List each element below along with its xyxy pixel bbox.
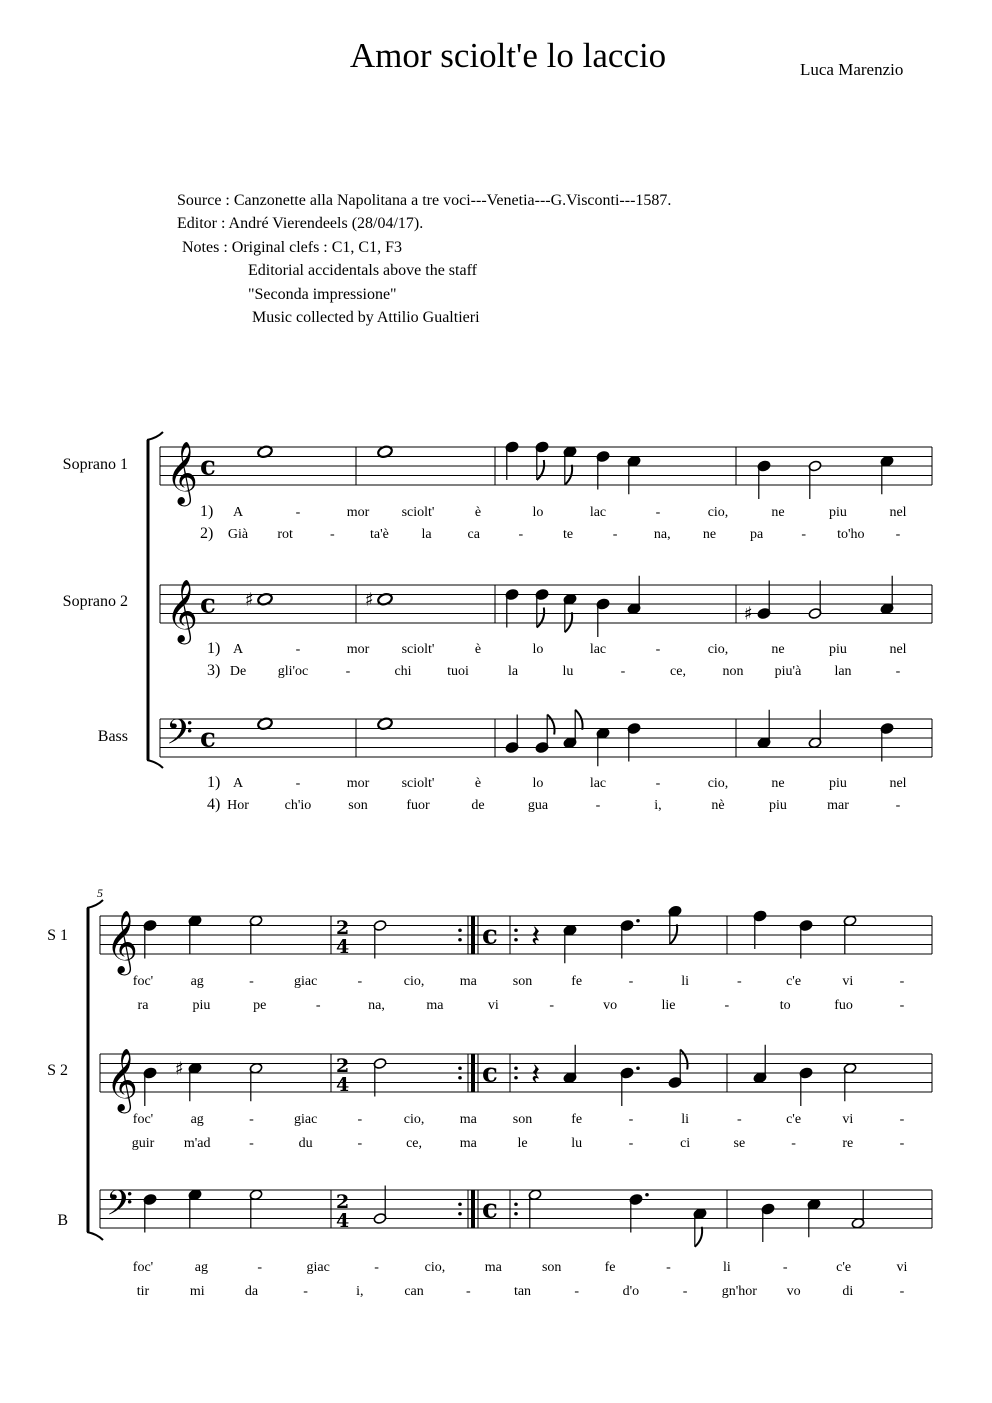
lyric-syllable: - (249, 1112, 254, 1127)
lyric-syllable: nel (889, 776, 907, 791)
lyric-syllable: - (595, 798, 601, 813)
time-signature-numerator: 2 (336, 1055, 350, 1077)
repeat-dot (458, 928, 462, 932)
lyric-syllable: - (899, 1136, 905, 1151)
lyric-syllable: De (229, 664, 247, 679)
lyric-syllable: foc' (132, 1260, 154, 1275)
lyric-syllable: cio, (707, 505, 729, 520)
lyric-syllable: lu (562, 664, 574, 679)
lyric-syllable: ma (459, 1112, 477, 1127)
lyric-syllable: ne (771, 776, 785, 791)
thick-barline (471, 916, 475, 954)
lyric-syllable: sciolt' (401, 505, 435, 520)
lyric-syllable: lac (589, 776, 607, 791)
lyric-syllable: - (249, 1136, 254, 1151)
lyric-syllable: mor (346, 505, 370, 520)
lyric-syllable: - (249, 974, 254, 989)
source-line: Source : Canzonette alla Napolitana a tre voci---Venetia---G.Visconti---1587. (177, 192, 672, 209)
lyric-syllable: - (345, 664, 351, 679)
note-flag (670, 924, 677, 944)
sharp-accidental: ♯ (175, 1058, 184, 1080)
lyric-syllable: c'e (786, 974, 802, 989)
lyric-syllable: piu'à (774, 664, 802, 679)
lyric-syllable: pa (749, 527, 764, 542)
repeat-dot (458, 1076, 462, 1080)
lyric-syllable: foc' (132, 974, 154, 989)
lyric-syllable: - (574, 1284, 580, 1299)
lyric-syllable: - (899, 1112, 905, 1127)
time-signature: c (482, 1194, 498, 1225)
lyric-syllable: gua (527, 798, 549, 813)
bracket-hook (147, 760, 163, 768)
lyric-syllable: A (232, 505, 244, 520)
lyric-syllable: du (298, 1136, 313, 1151)
lyric-syllable: ch'io (284, 798, 312, 813)
lyric-syllable: - (295, 642, 301, 657)
lyric-syllable: fuo (834, 998, 853, 1013)
repeat-dot (514, 938, 518, 942)
lyric-syllable: son (348, 798, 368, 813)
lyric-syllable: - (682, 1284, 688, 1299)
lyric-syllable: A (232, 776, 244, 791)
note-flag (565, 465, 572, 485)
treble-clef: 𝄞 (166, 579, 198, 642)
lyric-syllable: li (722, 1260, 731, 1275)
lyric-syllable: tir (136, 1284, 150, 1299)
lyric-syllable: - (628, 1136, 634, 1151)
lyric-syllable: sciolt' (401, 642, 435, 657)
lyric-syllable: te (562, 527, 574, 542)
lyric-syllable: piu (192, 998, 211, 1013)
lyric-syllable: ma (426, 998, 444, 1013)
sharp-accidental: ♯ (365, 589, 374, 611)
lyric-syllable: lan (834, 664, 852, 679)
lyric-syllable: cio, (424, 1260, 446, 1275)
lyric-syllable: ne (771, 642, 785, 657)
repeat-dot (458, 1212, 462, 1216)
lyric-syllable: de (471, 798, 485, 813)
thick-barline (471, 1190, 475, 1228)
lyric-syllable: fuor (406, 798, 430, 813)
lyric-syllable: - (357, 974, 363, 989)
lyric-syllable: ag (190, 1112, 204, 1127)
lyric-syllable: giac (293, 974, 318, 989)
repeat-dot (514, 1202, 518, 1206)
lyric-syllable: to (779, 998, 791, 1013)
lyric-syllable: - (303, 1284, 308, 1299)
bracket-hook (147, 432, 163, 440)
part-abbrev-s2: S 2 (47, 1062, 68, 1079)
lyric-syllable: di (842, 1284, 854, 1299)
verse-number: 1) (207, 640, 221, 657)
time-signature-denominator: 4 (336, 936, 350, 958)
lyric-syllable: - (295, 776, 301, 791)
lyric-syllable: rot (277, 527, 293, 542)
lyric-syllable: son (541, 1260, 562, 1275)
lyric-syllable: - (655, 505, 661, 520)
lyric-syllable: - (737, 974, 742, 989)
lyric-syllable: cio, (403, 1112, 425, 1127)
lyric-syllable: can (404, 1284, 424, 1299)
lyric-syllable: - (357, 1136, 363, 1151)
lyric-syllable: - (895, 798, 901, 813)
verse-number: 3) (207, 662, 221, 679)
lyric-syllable: - (620, 664, 626, 679)
lyric-syllable: ca (467, 527, 480, 542)
lyric-syllable: - (329, 527, 335, 542)
repeat-dot (458, 1202, 462, 1206)
lyric-syllable: gli'oc (277, 664, 309, 679)
part-abbrev-s1: S 1 (47, 927, 68, 944)
verse-number: 1) (207, 774, 221, 791)
lyric-syllable: na, (368, 998, 385, 1013)
verse-number: 2) (200, 525, 214, 542)
lyric-syllable: pe (253, 998, 267, 1013)
augmentation-dot (636, 1066, 640, 1070)
repeat-dot (514, 928, 518, 932)
lyric-syllable: - (374, 1260, 379, 1275)
lyric-syllable: - (655, 776, 661, 791)
lyric-syllable: vi (896, 1260, 908, 1275)
repeat-dot (458, 938, 462, 942)
lyric-syllable: Hor (227, 798, 249, 813)
lyric-syllable: lac (589, 642, 607, 657)
lyric-syllable: vo (603, 998, 618, 1013)
lyric-syllable: mor (346, 642, 370, 657)
part-abbrev-b: B (57, 1212, 68, 1229)
lyric-syllable: ta'è (370, 527, 389, 542)
lyric-syllable: è (474, 505, 482, 520)
lyric-syllable: - (628, 974, 634, 989)
lyric-syllable: ne (702, 527, 717, 542)
lyric-syllable: - (257, 1260, 263, 1275)
lyric-syllable: tan (513, 1284, 532, 1299)
lyric-syllable: è (474, 776, 482, 791)
lyric-syllable: A (232, 642, 244, 657)
sharp-accidental: ♯ (744, 603, 753, 625)
lyric-syllable: è (474, 642, 482, 657)
lyric-syllable: fe (604, 1260, 616, 1275)
lyric-syllable: - (655, 642, 661, 657)
bracket-hook (87, 1232, 103, 1240)
lyric-syllable: - (295, 505, 301, 520)
lyric-syllable: li (681, 974, 690, 989)
lyric-syllable: to'ho (837, 527, 865, 542)
lyric-syllable: giac (293, 1112, 318, 1127)
treble-clef: 𝄞 (106, 910, 138, 973)
sharp-accidental: ♯ (245, 589, 254, 611)
lyric-syllable: - (899, 998, 905, 1013)
repeat-dot (514, 1076, 518, 1080)
lyric-syllable: ne (771, 505, 785, 520)
lyric-syllable: cio, (707, 642, 729, 657)
lyric-syllable: - (895, 527, 901, 542)
lyric-syllable: non (722, 664, 744, 679)
lyric-syllable: - (782, 1260, 788, 1275)
time-signature-numerator: 2 (336, 917, 350, 939)
lyric-syllable: mar (827, 798, 849, 813)
lyric-syllable: cio, (403, 974, 425, 989)
note-flag (680, 1050, 687, 1070)
lyric-syllable: - (518, 527, 524, 542)
notes-collected-by: Music collected by Attilio Gualtieri (252, 309, 480, 327)
lyric-syllable: nel (889, 505, 907, 520)
lyric-syllable: i, (356, 1284, 364, 1299)
lyric-syllable: - (666, 1260, 671, 1275)
lyric-syllable: vi (487, 998, 499, 1013)
note-flag (547, 715, 554, 735)
lyric-syllable: lu (571, 1136, 583, 1151)
lyric-syllable: li (681, 1112, 690, 1127)
lyric-syllable: mor (346, 776, 370, 791)
augmentation-dot (645, 1193, 649, 1197)
lyric-syllable: la (507, 664, 519, 679)
note-flag (537, 460, 544, 480)
lyric-syllable: Già (227, 527, 249, 542)
staff-lines (87, 432, 932, 1240)
repeat-dot (458, 1066, 462, 1070)
time-signature: c (200, 723, 216, 754)
lyric-syllable: - (465, 1284, 471, 1299)
lyric-syllable: se (733, 1136, 746, 1151)
time-signature: c (482, 1058, 498, 1089)
lyric-syllable: - (315, 998, 321, 1013)
lyric-syllable: tuoi (447, 664, 469, 679)
bracket-hook (87, 900, 103, 908)
lyric-syllable: - (899, 1284, 905, 1299)
piece-title: Amor sciolt'e lo laccio (349, 36, 667, 75)
lyrics-layer (132, 503, 908, 1299)
time-signature: c (482, 920, 498, 951)
verse-number: 4) (207, 796, 221, 813)
lyric-syllable: lac (589, 505, 607, 520)
thick-barline (471, 1054, 475, 1092)
notes-line: Notes : Original clefs : C1, C1, F3 (182, 238, 402, 256)
lyric-syllable: ci (680, 1136, 691, 1151)
lyric-syllable: ag (190, 974, 204, 989)
composer-name: Luca Marenzio (800, 60, 904, 79)
lyric-syllable: son (512, 974, 533, 989)
lyric-syllable: lo (532, 505, 544, 520)
lyric-syllable: m'ad (183, 1136, 211, 1151)
lyric-syllable: guir (131, 1136, 155, 1151)
lyric-syllable: piu (829, 505, 847, 520)
time-signature: c (200, 451, 216, 482)
lyric-syllable: la (421, 527, 432, 542)
lyric-syllable: vi (842, 974, 854, 989)
lyric-syllable: - (899, 974, 905, 989)
lyric-syllable: ma (484, 1260, 502, 1275)
lyric-syllable: lie (661, 998, 676, 1013)
treble-clef: 𝄞 (106, 1048, 138, 1111)
lyric-syllable: fe (571, 1112, 583, 1127)
lyric-syllable: sciolt' (401, 776, 435, 791)
lyric-syllable: gn'hor (721, 1284, 757, 1299)
lyric-syllable: - (549, 998, 555, 1013)
lyric-syllable: na, (653, 527, 671, 542)
note-flag (695, 1227, 702, 1247)
quarter-rest: 𝄽 (531, 1057, 541, 1093)
lyric-syllable: son (512, 1112, 533, 1127)
editor-line: Editor : André Vierendeels (28/04/17). (177, 215, 424, 233)
lyric-syllable: - (612, 527, 618, 542)
notes-seconda-impressione: "Seconda impressione" (248, 285, 397, 303)
time-signature-denominator: 4 (336, 1210, 350, 1232)
lyric-syllable: - (357, 1112, 363, 1127)
lyric-syllable: le (517, 1136, 528, 1151)
time-signature-numerator: 2 (336, 1191, 350, 1213)
lyric-syllable: - (724, 998, 730, 1013)
lyric-syllable: giac (306, 1260, 330, 1275)
lyric-syllable: d'o (622, 1284, 640, 1299)
lyric-syllable: lo (532, 776, 544, 791)
lyric-syllable: - (628, 1112, 634, 1127)
lyric-syllable: - (791, 1136, 796, 1151)
lyric-syllable: vi (842, 1112, 854, 1127)
time-signature: c (200, 589, 216, 620)
lyric-syllable: piu (829, 776, 847, 791)
lyric-syllable: c'e (836, 1260, 852, 1275)
lyric-syllable: ce, (670, 664, 686, 679)
notes-editorial-accidentals: Editorial accidentals above the staff (248, 262, 477, 280)
lyric-syllable: i, (654, 798, 662, 813)
lyric-syllable: nè (711, 798, 725, 813)
lyric-syllable: fe (571, 974, 583, 989)
repeat-dot (514, 1212, 518, 1216)
verse-number: 1) (200, 503, 214, 520)
note-flag (537, 608, 544, 628)
note-flag (565, 612, 572, 632)
lyric-syllable: vo (786, 1284, 801, 1299)
lyric-syllable: foc' (132, 1112, 154, 1127)
lyric-syllable: mi (189, 1284, 205, 1299)
bass-clef: 𝄢 (166, 711, 194, 761)
lyric-syllable: chi (394, 664, 412, 679)
lyric-syllable: ag (194, 1260, 208, 1275)
part-name-bass: Bass (97, 728, 128, 745)
lyric-syllable: lo (532, 642, 544, 657)
lyric-syllable: piu (829, 642, 847, 657)
lyric-syllable: ma (459, 1136, 477, 1151)
lyric-syllable: re (842, 1136, 854, 1151)
repeat-dot (514, 1066, 518, 1070)
lyric-syllable: ma (459, 974, 477, 989)
lyric-syllable: - (895, 664, 901, 679)
lyric-syllable: cio, (707, 776, 729, 791)
part-name-soprano-1: Soprano 1 (62, 456, 128, 473)
lyric-syllable: nel (889, 642, 907, 657)
quarter-rest: 𝄽 (531, 919, 541, 955)
lyric-syllable: ra (137, 998, 149, 1013)
part-name-soprano-2: Soprano 2 (62, 593, 128, 610)
lyric-syllable: c'e (786, 1112, 802, 1127)
measure-number: 5 (97, 886, 103, 900)
augmentation-dot (636, 919, 640, 923)
lyric-syllable: piu (769, 798, 787, 813)
treble-clef: 𝄞 (166, 441, 198, 504)
lyric-syllable: - (737, 1112, 742, 1127)
time-signature-denominator: 4 (336, 1074, 350, 1096)
lyric-syllable: da (244, 1284, 259, 1299)
lyric-syllable: - (801, 527, 807, 542)
lyric-syllable: ce, (406, 1136, 423, 1151)
note-flag (575, 710, 582, 730)
bass-clef: 𝄢 (106, 1182, 134, 1232)
